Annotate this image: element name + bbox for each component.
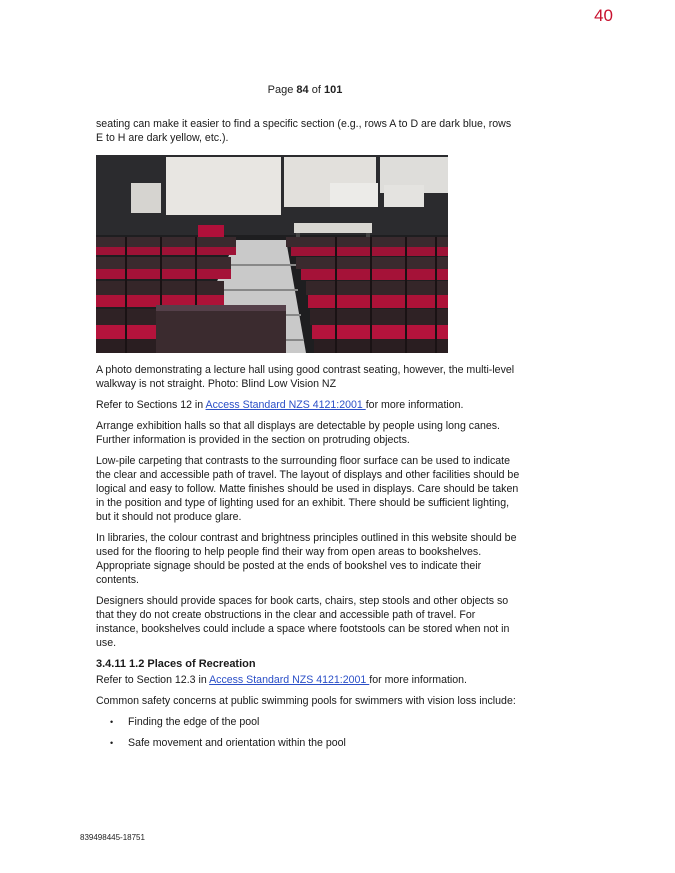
carpeting-paragraph: Low-pile carpeting that contrasts to the surrounding floor surface can be used to indicate the clear and accessible path of travel. The layout of displays and other facilities should be logical and easy to follow. Matte finishes should be used in displays. Care should be taken in the position and type of lighting used for an exhibit. There should be sufficient lighting, but it should not produce glare. <box>96 455 520 523</box>
page-of: of <box>311 84 321 96</box>
lecture-hall-photo <box>96 155 448 353</box>
designers-paragraph: Designers should provide spaces for book carts, chairs, step stools and other objects so that they do not create obstructions in the clear and accessible path of travel. For instance, bookshelves could include a space where footstools can be stored when not in use. <box>96 595 510 649</box>
refer-paragraph-2 <box>96 673 520 687</box>
list-item: • Finding the edge of the pool <box>110 715 520 729</box>
page-current: 84 <box>296 84 309 96</box>
page-prefix: Page <box>267 84 294 96</box>
access-standard-link-1[interactable]: Access Standard NZS 4121:2001 <box>205 399 366 411</box>
access-standard-link-2[interactable]: Access Standard NZS 4121:2001 <box>209 674 370 686</box>
refer-paragraph-1 <box>96 398 520 412</box>
page-badge: 40 <box>594 6 613 25</box>
safety-concerns-list <box>96 715 520 750</box>
section-heading: 3.4.11 1.2 Places of Recreation <box>96 658 256 670</box>
exhibition-paragraph: Arrange exhibition halls so that all displays are detectable by people using long canes. Further information is provided in the section on protruding objects. <box>96 420 500 446</box>
document-id: 839498445-18751 <box>80 833 145 842</box>
page-indicator <box>0 84 610 96</box>
intro-paragraph: seating can make it easier to find a specific section (e.g., rows A to D are dark blue, rows E to H are dark yellow, etc.). <box>96 118 512 144</box>
safety-intro-paragraph: Common safety concerns at public swimming pools for swimmers with vision loss include: <box>96 695 516 707</box>
document-body <box>96 117 520 757</box>
refer-text-after: for more information. <box>365 399 464 411</box>
refer-text-before: Refer to Section 12.3 in <box>96 674 210 686</box>
libraries-paragraph: In libraries, the colour contrast and brightness principles outlined in this website should be used for the flooring to help people find their way from open areas to bookshelves. Appropriate signage should be posted at the ends of bookshel ves to indicate their contents. <box>96 532 517 586</box>
refer-text-before: Refer to Sections 12 in <box>96 399 206 411</box>
page-total: 101 <box>323 84 343 96</box>
list-item: • Safe movement and orientation within the pool <box>110 736 520 750</box>
refer-text-after: for more information. <box>369 674 467 686</box>
photo-caption: A photo demonstrating a lecture hall using good contrast seating, however, the multi-level walkway is not straight. Photo: Blind Low Vision NZ <box>96 364 515 390</box>
